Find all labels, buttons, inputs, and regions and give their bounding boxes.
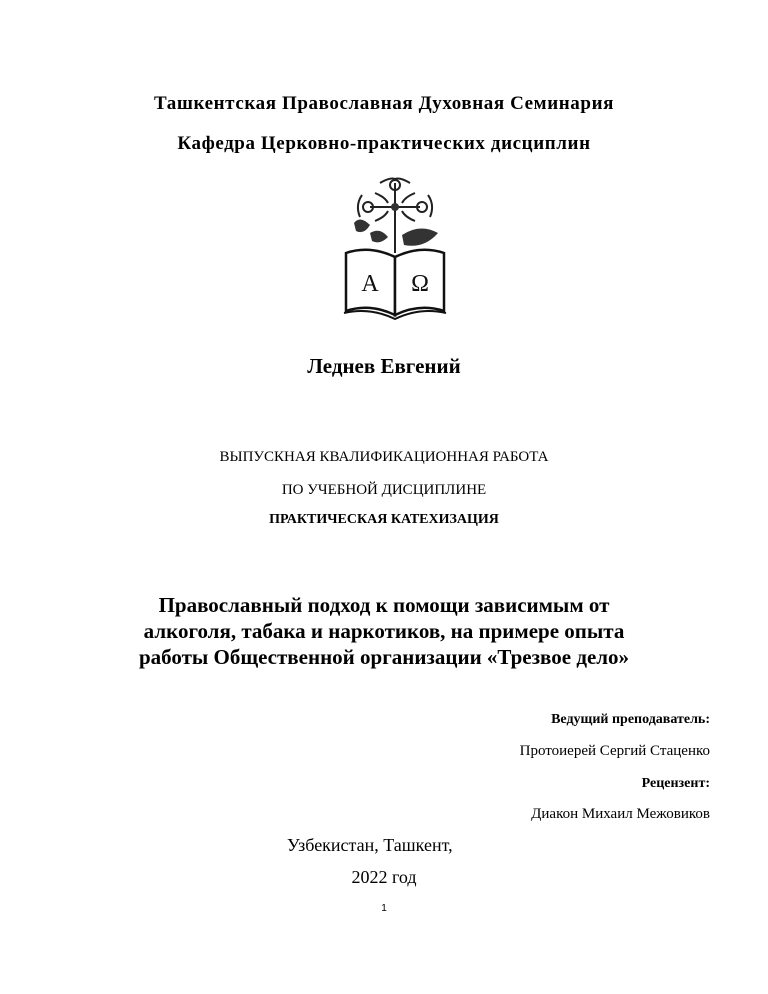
work-type-line2: ПО УЧЕБНОЙ ДИСЦИПЛИНЕ <box>281 482 487 498</box>
discipline-name: ПРАКТИЧЕСКАЯ КАТЕХИЗАЦИЯ <box>269 512 499 527</box>
thesis-title-line: Православный подход к помощи зависимым от <box>158 593 610 617</box>
thesis-title <box>0 592 768 670</box>
place: Узбекистан, Ташкент, <box>287 835 453 855</box>
seminary-name: Ташкентская Православная Духовная Семинария <box>153 93 615 114</box>
department-name: Кафедра Церковно-практических дисциплин <box>177 133 591 154</box>
omega-letter: Ω <box>411 271 429 297</box>
author-name: Леднев Евгений <box>307 354 461 378</box>
supervisor-name: Протоиерей Сергий Стаценко <box>519 743 710 759</box>
thesis-title-line: работы Общественной организации «Трезвое дело» <box>138 645 630 669</box>
seminary-emblem-icon <box>340 175 450 320</box>
year: 2022 год <box>351 867 417 887</box>
thesis-title-line: алкоголя, табака и наркотиков, на примере опыта <box>143 619 625 643</box>
supervisor-label: Ведущий преподаватель: <box>551 712 710 727</box>
alpha-letter: А <box>361 271 379 297</box>
reviewer-label: Рецензент: <box>641 776 710 791</box>
work-type-line1: ВЫПУСКНАЯ КВАЛИФИКАЦИОННАЯ РАБОТА <box>219 449 549 465</box>
page-number: 1 <box>381 903 387 914</box>
reviewer-name: Диакон Михаил Межовиков <box>531 806 710 822</box>
